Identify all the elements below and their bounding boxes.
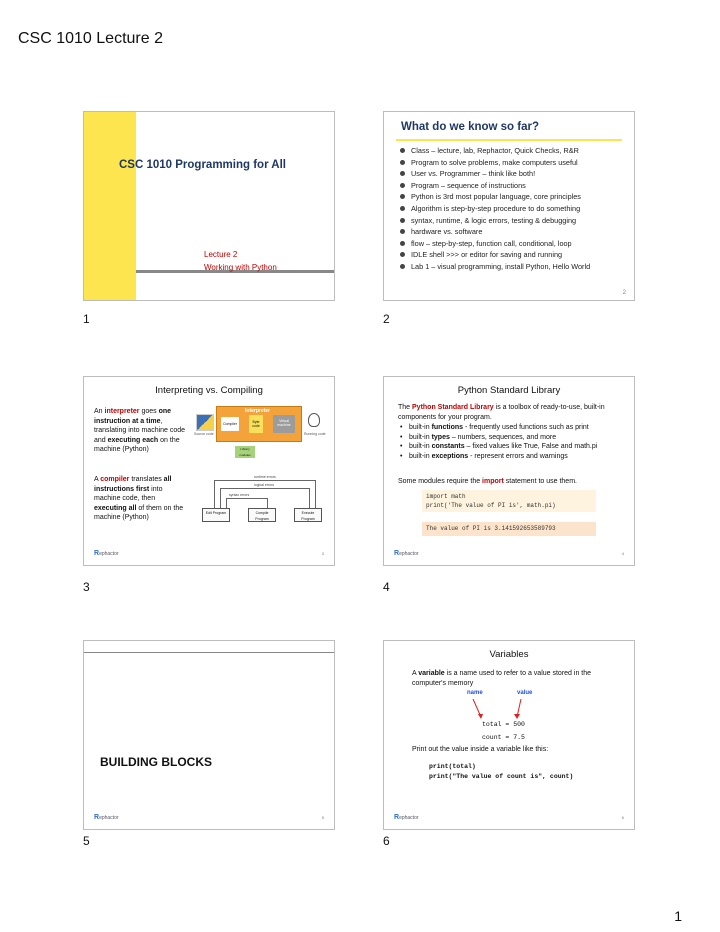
list-item: • Class – lecture, lab, Rephactor, Quick Checks, R&R (400, 145, 632, 157)
slide-4 (383, 376, 635, 566)
slide-5 (83, 640, 335, 830)
slide-title: Python Standard Library (457, 385, 561, 396)
interpreter-box (216, 406, 302, 442)
print-line-1: print(total) (429, 763, 476, 770)
interpreter-text: An interpreter goes one instruction at a time, translating into machine code and executing each on the machine (Python) (94, 408, 186, 453)
running-code-label: Running code (304, 432, 326, 436)
list-item: • built-in exceptions - represent errors and warnings (398, 452, 624, 462)
list-item: • Python is 3rd most popular language, core principles (400, 191, 632, 203)
lecture-label: Lecture 2 (204, 250, 238, 259)
slide-2 (383, 111, 635, 301)
bytecode-box: Byte code (249, 415, 263, 433)
interpreter-label: Interpreter (245, 408, 271, 414)
slide-corner-number: 5 (321, 815, 324, 820)
page-number: 1 (674, 908, 682, 924)
slide-number: 3 (83, 580, 90, 594)
code-block (422, 490, 596, 512)
import-note: Some modules require the import statement to use them. (398, 478, 577, 485)
source-code-label: Source code (194, 432, 214, 436)
list-item: • Algorithm is step-by-step procedure to do something (400, 203, 632, 215)
print-line-2: print("The value of count is", count) (429, 773, 574, 780)
output-block: The value of PI is 3.141592653589793 (422, 522, 596, 536)
logical-errors-label: logical errors (254, 483, 275, 487)
slide-title: CSC 1010 Programming for All (119, 159, 287, 171)
slide-corner-number: 2 (622, 290, 626, 296)
slide-number: 2 (383, 312, 390, 326)
slide-number: 4 (383, 580, 390, 594)
list-item: • IDLE shell >>> or editor for saving and running (400, 249, 632, 261)
compiler-text: A compiler translates all instructions first into machine code, then executing all of them on the machine (Python) (94, 476, 184, 521)
rephactor-logo: Rephactor (394, 550, 419, 557)
slide-number: 1 (83, 312, 90, 326)
title-divider (84, 652, 334, 653)
slide-title: Variables (489, 649, 529, 660)
execute-program-box: Execute Program (294, 508, 322, 522)
yellow-bar (84, 112, 136, 300)
list-item: • built-in types – numbers, sequences, and more (398, 433, 624, 443)
syntax-errors-label: syntax errors (229, 493, 250, 497)
list-item: • Program – sequence of instructions (400, 180, 632, 192)
summary-list (400, 145, 632, 273)
slide-number: 6 (383, 834, 390, 848)
variable-intro: A variable is a name used to refer to a value stored in the computer's memory (412, 670, 592, 687)
slide-corner-number: 3 (321, 551, 324, 556)
python-logo-icon (196, 414, 214, 431)
list-item: • built-in functions - frequently used functions such as print (398, 423, 624, 433)
library-bullets (398, 423, 624, 461)
slide-6 (383, 640, 635, 830)
rephactor-logo: Rephactor (94, 550, 119, 557)
section-title: BUILDING BLOCKS (100, 755, 212, 769)
list-item: • Lab 1 – visual programming, install Python, Hello World (400, 261, 632, 273)
arrow-icons (464, 697, 544, 721)
runtime-errors-label: runtime errors (254, 475, 276, 479)
page-header: CSC 1010 Lecture 2 (18, 30, 163, 47)
slide-corner-number: 4 (621, 551, 624, 556)
lightbulb-icon (308, 413, 320, 427)
list-item: • Program to solve problems, make computers useful (400, 157, 632, 169)
value-label: value (517, 690, 533, 696)
slide-1 (83, 111, 335, 301)
list-item: • User vs. Programmer – think like both! (400, 168, 632, 180)
slide-title: Interpreting vs. Compiling (155, 385, 263, 396)
print-intro: Print out the value inside a variable like this: (412, 746, 549, 753)
slide-3 (83, 376, 335, 566)
list-item: • built-in constants – fixed values like True, False and math.pi (398, 442, 624, 452)
slide-number: 5 (83, 834, 90, 848)
code-line-count: count = 7.5 (482, 734, 525, 741)
slide-title: What do we know so far? (401, 121, 540, 133)
list-item: • flow – step-by-step, function call, conditional, loop (400, 238, 632, 250)
slide-corner-number: 6 (621, 815, 624, 820)
edit-program-box: Edit Program (202, 508, 230, 522)
compile-cycle-diagram (194, 475, 332, 535)
code-line: import math (426, 493, 466, 500)
list-item: • hardware vs. software (400, 226, 632, 238)
compiler-box: Compiler (221, 417, 239, 431)
list-item: • syntax, runtime, & logic errors, testing & debugging (400, 215, 632, 227)
compile-program-box: Compile Program (248, 508, 276, 522)
rephactor-logo: Rephactor (394, 814, 419, 821)
library-box: Library modules (235, 446, 255, 458)
lecture-subtitle: Working with Python (204, 263, 277, 272)
interpreter-diagram (194, 406, 332, 458)
code-line: print('The value of PI is', math.pi) (426, 502, 556, 509)
title-underline (396, 139, 622, 141)
virtual-machine-box: Virtual machine (273, 415, 295, 433)
rephactor-logo: Rephactor (94, 814, 119, 821)
library-intro: The Python Standard Library is a toolbox of ready-to-use, built-in components for your program. (398, 404, 605, 421)
name-label: name (467, 690, 483, 696)
code-line-total: total = 500 (482, 721, 525, 728)
